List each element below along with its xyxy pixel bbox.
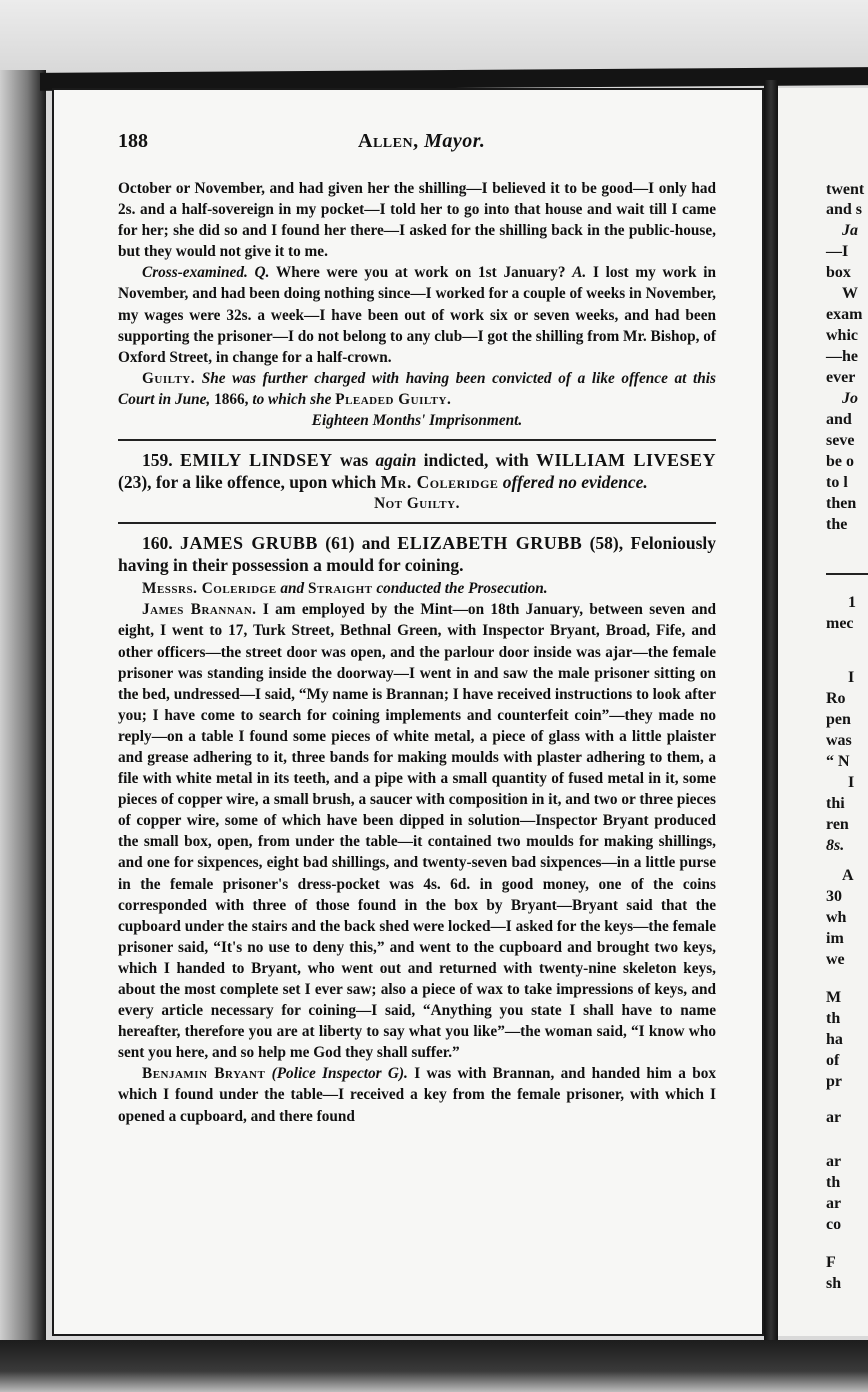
- facing-line: th: [826, 1174, 841, 1191]
- running-title-office: Mayor.: [424, 130, 486, 152]
- case-number: 159.: [142, 450, 173, 471]
- facing-line: 8s.: [826, 837, 845, 854]
- again-text: again: [375, 450, 417, 471]
- answer-marker: A.: [572, 264, 587, 282]
- charge-text: for a like offence, upon which: [155, 472, 377, 493]
- facing-page-fragment: [778, 88, 868, 1336]
- counsel-name: Mr. Coleridge: [380, 472, 499, 493]
- facing-line: the: [826, 516, 848, 533]
- facing-line: co: [826, 1216, 842, 1233]
- facing-line: —I: [826, 243, 849, 260]
- facing-line: of: [826, 1052, 840, 1069]
- facing-rule: [826, 573, 868, 575]
- facing-line: M: [826, 989, 842, 1006]
- facing-line: was: [826, 732, 852, 749]
- facing-line: seve: [826, 432, 855, 449]
- facing-line: F: [826, 1254, 836, 1271]
- book-gutter: [764, 80, 778, 1342]
- facing-line: th: [826, 1010, 841, 1027]
- facing-line: and: [826, 411, 852, 428]
- prosecution-line: [118, 578, 716, 599]
- facing-line: box: [826, 264, 851, 281]
- facing-line: to l: [826, 474, 848, 491]
- verdict-text: Not Guilty.: [374, 495, 460, 513]
- defendant-name: ELIZABETH GRUBB: [397, 533, 583, 554]
- witness-role: (Police Inspector G).: [271, 1065, 408, 1083]
- facing-line: 1: [848, 594, 856, 611]
- question-text: Where were you at work on 1st January?: [275, 264, 566, 282]
- witness-name: James Brannan.: [142, 601, 257, 619]
- facing-line: “ N: [826, 753, 850, 770]
- facing-line: Ja: [842, 222, 858, 239]
- case-160-paragraph: [118, 532, 716, 576]
- facing-line: im: [826, 930, 844, 947]
- cross-examined-label: Cross-examined.: [142, 264, 248, 282]
- testimony-text: I was with Brannan, and handed him a box which I found under the table—I received a key from the female prisoner, with which I opened a cupboard, and there found: [118, 1065, 717, 1125]
- offered-text: offered no evidence.: [502, 472, 648, 493]
- running-title-name: Allen,: [358, 130, 419, 152]
- facing-line: 30: [826, 888, 842, 905]
- connector-text: was: [339, 450, 369, 471]
- page-body: [118, 178, 716, 1127]
- defendant-age: (61): [325, 533, 355, 554]
- prosecutor-names: Messrs. Coleridge: [142, 580, 277, 598]
- facing-line: ha: [826, 1031, 843, 1048]
- facing-line: pr: [826, 1073, 842, 1090]
- case-159-verdict: [118, 493, 716, 514]
- answer-text: I lost my work in November, and had been doing nothing since—I worked for a couple of weeks in November, my wages were 32s. a week—I have been out of work six or seven weeks, and had been supporting the prisoner—I do not belong to any club—I got the shilling from Mr. Bishop, of Oxford Street, in change for a half-crown.: [118, 264, 716, 366]
- prosecution-text: conducted the Prosecution.: [376, 580, 548, 598]
- facing-line: mec: [826, 615, 854, 632]
- facing-line: then: [826, 495, 857, 512]
- facing-line: I: [848, 669, 855, 686]
- facing-line: A: [842, 867, 854, 884]
- facing-line: ar: [826, 1109, 842, 1126]
- verdict-text-a: She was further charged with having been convicted of a like offence at this Court in June,: [118, 369, 716, 408]
- case-159-paragraph: [118, 449, 716, 493]
- connector-text: and: [361, 533, 390, 554]
- question-marker: Q.: [254, 264, 270, 282]
- facing-line: twent: [826, 181, 865, 198]
- facing-line: Ro: [826, 690, 846, 707]
- prosecutor-name: Straight: [308, 580, 373, 598]
- facing-line: ren: [826, 816, 849, 833]
- verdict-year: 1866,: [214, 390, 249, 408]
- facing-line: pen: [826, 711, 851, 728]
- verdict-word: Guilty.: [142, 369, 196, 387]
- facing-line: exam: [826, 306, 863, 323]
- book-left-edge: [0, 70, 46, 1370]
- facing-line: —he: [826, 348, 858, 365]
- running-title: [358, 130, 485, 153]
- facing-line: and s: [826, 201, 863, 218]
- witness-testimony: [118, 1063, 716, 1126]
- verdict-text-b: to which she: [252, 390, 332, 408]
- section-rule: [118, 439, 716, 441]
- defendant-name: WILLIAM LIVESEY: [536, 450, 717, 471]
- facing-line: we: [826, 951, 845, 968]
- cross-examination-paragraph: [118, 262, 716, 367]
- defendant-age: (23),: [118, 472, 152, 493]
- facing-line: Jo: [842, 390, 858, 407]
- case-number: 160.: [142, 533, 173, 554]
- section-rule: [118, 522, 716, 524]
- defendant-age: (58),: [589, 533, 624, 554]
- sentence: [118, 410, 716, 431]
- facing-line: wh: [826, 909, 847, 926]
- facing-line: thi: [826, 795, 845, 812]
- facing-line: ever: [826, 369, 856, 386]
- charge-text: Feloniously having in their possession a mould for coining.: [118, 533, 717, 576]
- sentence-text: Eighteen Months' Imprisonment.: [311, 412, 523, 430]
- facing-line: ar: [826, 1153, 842, 1170]
- connector-text: and: [280, 580, 305, 598]
- testimony-text: I am employed by the Mint—on 18th January, between seven and eight, I went to 17, Turk Street, Bethnal Green, with Inspector Bryant, Broad, Fife, and other officers—the street door was open, and the parlour door inside was ajar—the female prisoner was standing inside the doorway—I went in and saw the male prisoner sitting on the bed, undressed—I said, “My name is Brannan; I have received instructions to look after you; I have come to search for coining implements and counterfeit coin”—they made no reply—on a table I found some pieces of white metal, a piece of glass with a little plaister and grease adhering to it, three bands for making moulds with plaster adhering to them, a file with white metal in its teeth, and a pipe with a small quantity of fused metal in it, some pieces of copper wire, a small brush, a saucer with composition in it, and two or three pieces of copper wire, some of which have been dipped in solution—Inspector Bryant produced the small box, open, from under the table—it contained two moulds for making shillings, and one for sixpences, eight bad shillings, and twenty-seven bad sixpences—in a little purse in the female prisoner's dress-pocket was 4s. 6d. in good money, one of the coins corresponded with three of those found in the box by Bryant—Bryant said that the cupboard under the stairs and the back shed were locked—I asked for the keys—the female prisoner said, “It's no use to deny this,” and went to the cupboard and brought two keys, which I handed to Bryant, who went out and returned with twenty-nine skeleton keys, about the most complete set I ever saw; also a piece of wax to take impressions of keys, and every article necessary for coining—I said, “Anything you state I shall have to name hereafter, therefore you are at liberty to say what you like”—the woman said, “I know who sent you here, and so help me God they shall suffer.”: [118, 601, 716, 1062]
- facing-line: W: [842, 285, 858, 302]
- witness-name: Benjamin Bryant: [142, 1065, 266, 1083]
- facing-line: whic: [826, 327, 858, 344]
- page-number: 188: [118, 130, 148, 152]
- defendant-name: JAMES GRUBB: [179, 533, 318, 554]
- page-header: [118, 130, 718, 160]
- continuation-paragraph: October or November, and had given her the shilling—I believed it to be good—I only had 2s. and a half-sovereign in my pocket—I told her to go into that house and wait till I came for her; she did so and I found her there—I asked for the shilling back in the public-house, but they would not give it to me.: [118, 180, 716, 261]
- witness-testimony: [118, 599, 716, 1063]
- facing-line: sh: [826, 1275, 842, 1292]
- facing-line: be o: [826, 453, 854, 470]
- facing-line: I: [848, 774, 855, 791]
- verdict-plea: Pleaded Guilty.: [335, 390, 452, 408]
- defendant-name: EMILY LINDSEY: [179, 450, 333, 471]
- facing-line: ar: [826, 1195, 842, 1212]
- scanner-bottom-edge: [0, 1340, 868, 1392]
- indicted-text: indicted, with: [423, 450, 529, 471]
- verdict-paragraph: [118, 368, 716, 410]
